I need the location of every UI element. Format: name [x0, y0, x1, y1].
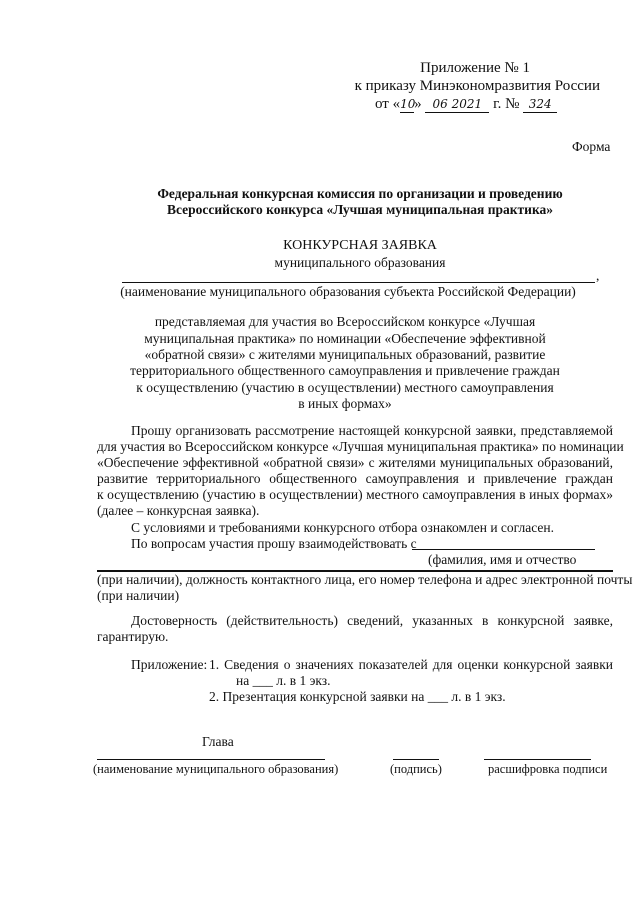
- attachment-item-2: 2. Презентация конкурсной заявки на ___ л. в 1 экз.: [209, 689, 506, 704]
- contact-details-caption: (при наличии), должность контактного лица, его номер телефона и адрес электронной почты: [97, 572, 633, 587]
- attachment-item-1-pages: на ___ л. в 1 экз.: [236, 673, 331, 688]
- guarantee-line: Достоверность (действительность) сведений, указанных в конкурсной заявке,: [131, 613, 613, 628]
- paragraph-line: для участия во Всероссийском конкурсе «Лучшая муниципальная практика» по номинации: [97, 439, 624, 454]
- description-line: муниципальная практика» по номинации «Обеспечение эффективной: [144, 331, 546, 346]
- description-line: в иных формах»: [298, 396, 392, 411]
- paragraph-line: (далее – конкурсная заявка).: [97, 503, 260, 518]
- date-day: 10: [400, 97, 416, 111]
- application-heading: КОНКУРСНАЯ ЗАЯВКА: [283, 238, 437, 253]
- commission-title-line1: Федеральная конкурсная комиссия по организации и проведению: [157, 186, 563, 201]
- signature-decoding-line: [484, 759, 591, 760]
- head-label: Глава: [202, 734, 234, 749]
- field-comma: ,: [596, 268, 600, 283]
- paragraph-line: к осуществлению (участию в осуществлении) местного самоуправления в иных формах»: [97, 487, 613, 502]
- consent-statement: С условиями и требованиями конкурсного отбора ознакомлен и согласен.: [131, 520, 554, 535]
- guarantee-line-end: гарантирую.: [97, 629, 169, 644]
- order-date-line: [375, 96, 557, 113]
- decoding-caption: расшифровка подписи: [488, 762, 608, 776]
- description-line: «обратной связи» с жителями муниципальных образований, развитие: [144, 347, 546, 362]
- description-line: представляемая для участия во Всероссийском конкурсе «Лучшая: [154, 314, 536, 329]
- application-subheading: муниципального образования: [274, 255, 446, 270]
- signature-line: [393, 759, 439, 760]
- date-suffix: г. №: [489, 96, 524, 112]
- attachments-label: Приложение:: [131, 657, 208, 672]
- attachment-item-1: 1. Сведения о значениях показателей для оценки конкурсной заявки: [209, 657, 613, 672]
- appendix-label: Приложение № 1: [420, 60, 530, 76]
- paragraph-line: развитие территориального общественного самоуправления и привлечение граждан: [97, 471, 613, 486]
- date-mid: »: [414, 96, 422, 112]
- contact-person-field: [412, 549, 595, 550]
- contact-details-caption-end: (при наличии): [97, 588, 180, 603]
- form-label: Форма: [572, 139, 611, 154]
- commission-title-line2: Всероссийского конкурса «Лучшая муниципальная практика»: [166, 202, 554, 217]
- municipality-name-field: [122, 282, 595, 283]
- contact-person-caption: (фамилия, имя и отчество: [428, 552, 577, 567]
- order-number: 324: [523, 98, 557, 113]
- contact-request: По вопросам участия прошу взаимодействовать с: [131, 536, 417, 551]
- paragraph-line: «Обеспечение эффективной «обратной связи» с жителями муниципальных образований,: [97, 455, 613, 470]
- municipality-signature-line: [97, 759, 325, 760]
- municipality-caption: (наименование муниципального образования): [93, 762, 339, 776]
- date-prefix: от «: [375, 96, 401, 112]
- description-line: к осуществлению (участию в осуществлении) местного самоуправления: [136, 380, 554, 395]
- paragraph-line: Прошу организовать рассмотрение настоящей конкурсной заявки, представляемой: [131, 423, 613, 438]
- signature-caption: (подпись): [390, 762, 442, 776]
- date-month-year: 06 2021: [425, 98, 489, 113]
- order-reference: к приказу Минэкономразвития России: [354, 78, 600, 94]
- municipality-name-caption: (наименование муниципального образования субъекта Российской Федерации): [120, 284, 576, 299]
- description-line: территориального общественного самоуправления и привлечение граждан: [130, 363, 560, 378]
